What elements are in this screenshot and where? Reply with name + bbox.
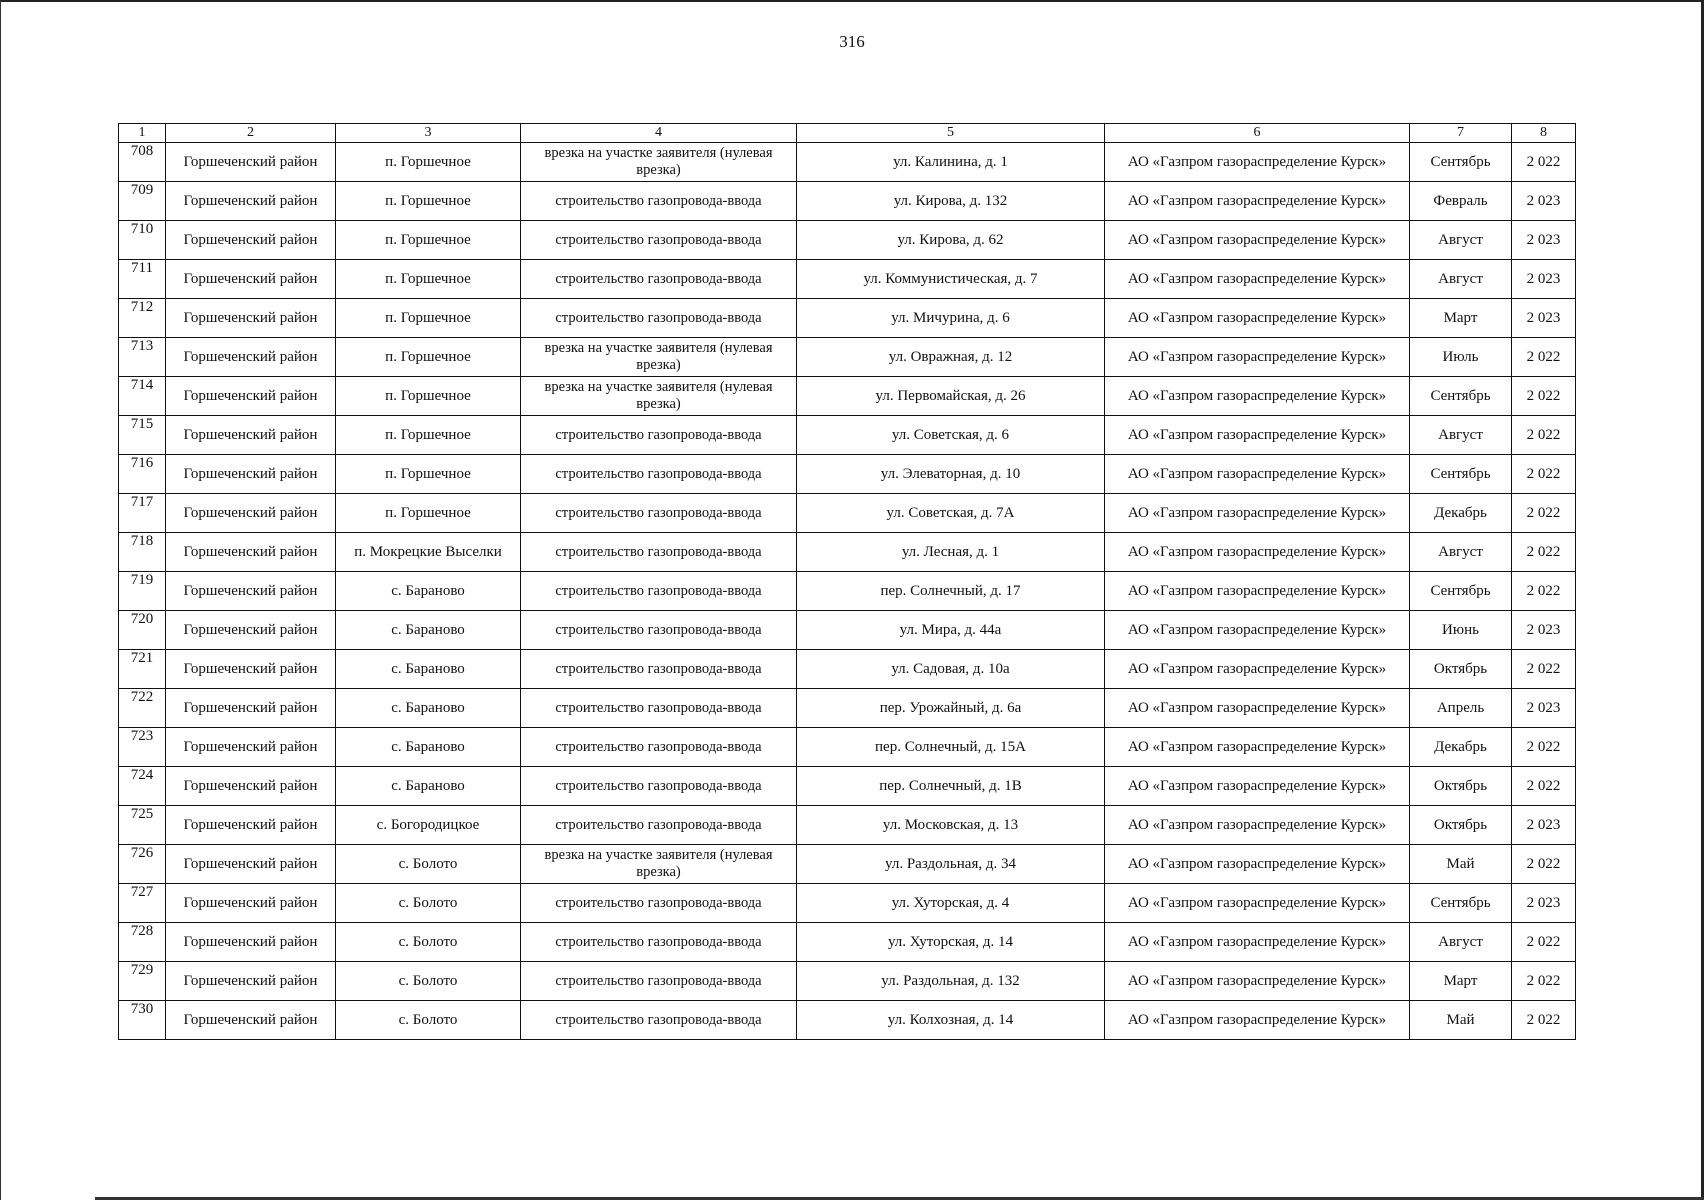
table-row — [119, 611, 1576, 650]
work-type-cell: строительство газопровода-ввода — [521, 611, 797, 650]
year-cell: 2 022 — [1512, 1001, 1576, 1040]
address-cell: ул. Первомайская, д. 26 — [797, 377, 1105, 416]
locality-cell: с. Болото — [336, 962, 521, 1001]
month-cell: Август — [1410, 416, 1512, 455]
table-row — [119, 728, 1576, 767]
month-cell: Август — [1410, 533, 1512, 572]
locality-cell: п. Горшечное — [336, 338, 521, 377]
table-row — [119, 455, 1576, 494]
address-cell: ул. Кирова, д. 132 — [797, 182, 1105, 221]
locality-cell: п. Горшечное — [336, 221, 521, 260]
organization-cell: АО «Газпром газораспределение Курск» — [1105, 962, 1410, 1001]
month-cell: Июнь — [1410, 611, 1512, 650]
month-cell: Апрель — [1410, 689, 1512, 728]
locality-cell: п. Горшечное — [336, 416, 521, 455]
month-cell: Март — [1410, 299, 1512, 338]
table-row — [119, 767, 1576, 806]
organization-cell: АО «Газпром газораспределение Курск» — [1105, 455, 1410, 494]
month-cell: Сентябрь — [1410, 455, 1512, 494]
year-cell: 2 022 — [1512, 377, 1576, 416]
locality-cell: п. Мокрецкие Выселки — [336, 533, 521, 572]
month-cell: Февраль — [1410, 182, 1512, 221]
district-cell: Горшеченский район — [166, 377, 336, 416]
row-number: 723 — [119, 728, 166, 767]
row-number: 713 — [119, 338, 166, 377]
district-cell: Горшеченский район — [166, 962, 336, 1001]
work-type-cell: врезка на участке заявителя (нулевая врезка) — [521, 377, 797, 416]
address-cell: ул. Московская, д. 13 — [797, 806, 1105, 845]
row-number: 715 — [119, 416, 166, 455]
address-cell: ул. Раздольная, д. 34 — [797, 845, 1105, 884]
year-cell: 2 022 — [1512, 494, 1576, 533]
row-number: 727 — [119, 884, 166, 923]
month-cell: Май — [1410, 845, 1512, 884]
year-cell: 2 023 — [1512, 611, 1576, 650]
row-number: 721 — [119, 650, 166, 689]
row-number: 714 — [119, 377, 166, 416]
address-cell: ул. Садовая, д. 10а — [797, 650, 1105, 689]
work-type-cell: врезка на участке заявителя (нулевая врезка) — [521, 338, 797, 377]
locality-cell: с. Бараново — [336, 767, 521, 806]
locality-cell: с. Болото — [336, 923, 521, 962]
locality-cell: п. Горшечное — [336, 455, 521, 494]
table-row — [119, 416, 1576, 455]
row-number: 717 — [119, 494, 166, 533]
district-cell: Горшеченский район — [166, 884, 336, 923]
year-cell: 2 022 — [1512, 650, 1576, 689]
table-row — [119, 338, 1576, 377]
column-header: 1 — [119, 124, 166, 143]
locality-cell: с. Болото — [336, 1001, 521, 1040]
year-cell: 2 022 — [1512, 416, 1576, 455]
locality-cell: с. Богородицкое — [336, 806, 521, 845]
address-cell: ул. Калинина, д. 1 — [797, 143, 1105, 182]
table-row — [119, 494, 1576, 533]
table-row — [119, 884, 1576, 923]
month-cell: Октябрь — [1410, 650, 1512, 689]
organization-cell: АО «Газпром газораспределение Курск» — [1105, 767, 1410, 806]
row-number: 726 — [119, 845, 166, 884]
year-cell: 2 022 — [1512, 845, 1576, 884]
work-type-cell: строительство газопровода-ввода — [521, 884, 797, 923]
year-cell: 2 022 — [1512, 572, 1576, 611]
month-cell: Декабрь — [1410, 728, 1512, 767]
column-header: 5 — [797, 124, 1105, 143]
work-type-cell: строительство газопровода-ввода — [521, 572, 797, 611]
organization-cell: АО «Газпром газораспределение Курск» — [1105, 299, 1410, 338]
address-cell: ул. Кирова, д. 62 — [797, 221, 1105, 260]
organization-cell: АО «Газпром газораспределение Курск» — [1105, 533, 1410, 572]
table-row — [119, 143, 1576, 182]
row-number: 722 — [119, 689, 166, 728]
month-cell: Октябрь — [1410, 767, 1512, 806]
organization-cell: АО «Газпром газораспределение Курск» — [1105, 728, 1410, 767]
district-cell: Горшеченский район — [166, 221, 336, 260]
month-cell: Август — [1410, 260, 1512, 299]
column-header: 8 — [1512, 124, 1576, 143]
work-type-cell: врезка на участке заявителя (нулевая врезка) — [521, 845, 797, 884]
organization-cell: АО «Газпром газораспределение Курск» — [1105, 650, 1410, 689]
organization-cell: АО «Газпром газораспределение Курск» — [1105, 338, 1410, 377]
work-type-cell: строительство газопровода-ввода — [521, 767, 797, 806]
work-type-cell: строительство газопровода-ввода — [521, 221, 797, 260]
month-cell: Март — [1410, 962, 1512, 1001]
column-header: 4 — [521, 124, 797, 143]
district-cell: Горшеченский район — [166, 572, 336, 611]
month-cell: Июль — [1410, 338, 1512, 377]
work-type-cell: строительство газопровода-ввода — [521, 806, 797, 845]
district-cell: Горшеченский район — [166, 806, 336, 845]
district-cell: Горшеченский район — [166, 299, 336, 338]
column-header: 2 — [166, 124, 336, 143]
locality-cell: п. Горшечное — [336, 182, 521, 221]
scan-border-left — [0, 0, 1, 1200]
page-number: 316 — [839, 32, 865, 51]
locality-cell: с. Бараново — [336, 689, 521, 728]
month-cell: Сентябрь — [1410, 572, 1512, 611]
year-cell: 2 022 — [1512, 455, 1576, 494]
year-cell: 2 023 — [1512, 884, 1576, 923]
row-number: 720 — [119, 611, 166, 650]
address-cell: ул. Лесная, д. 1 — [797, 533, 1105, 572]
locality-cell: п. Горшечное — [336, 377, 521, 416]
month-cell: Август — [1410, 221, 1512, 260]
work-type-cell: строительство газопровода-ввода — [521, 650, 797, 689]
year-cell: 2 022 — [1512, 767, 1576, 806]
organization-cell: АО «Газпром газораспределение Курск» — [1105, 416, 1410, 455]
row-number: 730 — [119, 1001, 166, 1040]
work-type-cell: врезка на участке заявителя (нулевая врезка) — [521, 143, 797, 182]
table-body — [119, 143, 1576, 1040]
table-row — [119, 221, 1576, 260]
locality-cell: с. Болото — [336, 884, 521, 923]
work-type-cell: строительство газопровода-ввода — [521, 728, 797, 767]
month-cell: Декабрь — [1410, 494, 1512, 533]
address-cell: ул. Хуторская, д. 4 — [797, 884, 1105, 923]
table-row — [119, 533, 1576, 572]
locality-cell: с. Бараново — [336, 650, 521, 689]
work-type-cell: строительство газопровода-ввода — [521, 962, 797, 1001]
header-row — [119, 124, 1576, 143]
year-cell: 2 022 — [1512, 923, 1576, 962]
table-row — [119, 650, 1576, 689]
year-cell: 2 022 — [1512, 143, 1576, 182]
district-cell: Горшеченский район — [166, 650, 336, 689]
work-type-cell: строительство газопровода-ввода — [521, 416, 797, 455]
organization-cell: АО «Газпром газораспределение Курск» — [1105, 494, 1410, 533]
scan-border-top — [0, 0, 1704, 2]
year-cell: 2 022 — [1512, 533, 1576, 572]
work-type-cell: строительство газопровода-ввода — [521, 689, 797, 728]
organization-cell: АО «Газпром газораспределение Курск» — [1105, 1001, 1410, 1040]
locality-cell: п. Горшечное — [336, 260, 521, 299]
organization-cell: АО «Газпром газораспределение Курск» — [1105, 689, 1410, 728]
district-cell: Горшеченский район — [166, 338, 336, 377]
table-row — [119, 260, 1576, 299]
work-type-cell: строительство газопровода-ввода — [521, 182, 797, 221]
address-cell: ул. Мира, д. 44а — [797, 611, 1105, 650]
locality-cell: п. Горшечное — [336, 143, 521, 182]
organization-cell: АО «Газпром газораспределение Курск» — [1105, 143, 1410, 182]
year-cell: 2 022 — [1512, 962, 1576, 1001]
locality-cell: с. Бараново — [336, 611, 521, 650]
year-cell: 2 023 — [1512, 182, 1576, 221]
district-cell: Горшеченский район — [166, 416, 336, 455]
row-number: 716 — [119, 455, 166, 494]
row-number: 725 — [119, 806, 166, 845]
district-cell: Горшеченский район — [166, 767, 336, 806]
row-number: 711 — [119, 260, 166, 299]
work-type-cell: строительство газопровода-ввода — [521, 455, 797, 494]
table-row — [119, 845, 1576, 884]
row-number: 718 — [119, 533, 166, 572]
month-cell: Август — [1410, 923, 1512, 962]
month-cell: Сентябрь — [1410, 377, 1512, 416]
month-cell: Октябрь — [1410, 806, 1512, 845]
district-cell: Горшеченский район — [166, 689, 336, 728]
district-cell: Горшеченский район — [166, 260, 336, 299]
address-cell: ул. Овражная, д. 12 — [797, 338, 1105, 377]
table-row — [119, 806, 1576, 845]
month-cell: Сентябрь — [1410, 143, 1512, 182]
organization-cell: АО «Газпром газораспределение Курск» — [1105, 923, 1410, 962]
organization-cell: АО «Газпром газораспределение Курск» — [1105, 221, 1410, 260]
work-type-cell: строительство газопровода-ввода — [521, 494, 797, 533]
district-cell: Горшеченский район — [166, 1001, 336, 1040]
district-cell: Горшеченский район — [166, 845, 336, 884]
district-cell: Горшеченский район — [166, 143, 336, 182]
district-cell: Горшеченский район — [166, 923, 336, 962]
registry-table — [118, 123, 1576, 1040]
row-number: 709 — [119, 182, 166, 221]
row-number: 710 — [119, 221, 166, 260]
work-type-cell: строительство газопровода-ввода — [521, 299, 797, 338]
column-header: 7 — [1410, 124, 1512, 143]
row-number: 728 — [119, 923, 166, 962]
table-row — [119, 299, 1576, 338]
address-cell: ул. Советская, д. 7А — [797, 494, 1105, 533]
locality-cell: с. Болото — [336, 845, 521, 884]
table-row — [119, 962, 1576, 1001]
district-cell: Горшеченский район — [166, 611, 336, 650]
row-number: 708 — [119, 143, 166, 182]
organization-cell: АО «Газпром газораспределение Курск» — [1105, 845, 1410, 884]
work-type-cell: строительство газопровода-ввода — [521, 533, 797, 572]
locality-cell: п. Горшечное — [336, 299, 521, 338]
locality-cell: с. Бараново — [336, 728, 521, 767]
locality-cell: п. Горшечное — [336, 494, 521, 533]
organization-cell: АО «Газпром газораспределение Курск» — [1105, 260, 1410, 299]
year-cell: 2 022 — [1512, 338, 1576, 377]
address-cell: ул. Раздольная, д. 132 — [797, 962, 1105, 1001]
address-cell: ул. Коммунистическая, д. 7 — [797, 260, 1105, 299]
table-row — [119, 377, 1576, 416]
district-cell: Горшеченский район — [166, 182, 336, 221]
year-cell: 2 022 — [1512, 728, 1576, 767]
address-cell: пер. Солнечный, д. 15А — [797, 728, 1105, 767]
organization-cell: АО «Газпром газораспределение Курск» — [1105, 377, 1410, 416]
row-number: 724 — [119, 767, 166, 806]
locality-cell: с. Бараново — [336, 572, 521, 611]
organization-cell: АО «Газпром газораспределение Курск» — [1105, 182, 1410, 221]
year-cell: 2 023 — [1512, 221, 1576, 260]
work-type-cell: строительство газопровода-ввода — [521, 923, 797, 962]
month-cell: Май — [1410, 1001, 1512, 1040]
work-type-cell: строительство газопровода-ввода — [521, 1001, 797, 1040]
address-cell: пер. Урожайный, д. 6а — [797, 689, 1105, 728]
organization-cell: АО «Газпром газораспределение Курск» — [1105, 572, 1410, 611]
table-row — [119, 689, 1576, 728]
organization-cell: АО «Газпром газораспределение Курск» — [1105, 806, 1410, 845]
table-row — [119, 923, 1576, 962]
address-cell: ул. Мичурина, д. 6 — [797, 299, 1105, 338]
column-header: 3 — [336, 124, 521, 143]
month-cell: Сентябрь — [1410, 884, 1512, 923]
address-cell: ул. Хуторская, д. 14 — [797, 923, 1105, 962]
organization-cell: АО «Газпром газораспределение Курск» — [1105, 884, 1410, 923]
work-type-cell: строительство газопровода-ввода — [521, 260, 797, 299]
district-cell: Горшеченский район — [166, 494, 336, 533]
organization-cell: АО «Газпром газораспределение Курск» — [1105, 611, 1410, 650]
year-cell: 2 023 — [1512, 260, 1576, 299]
address-cell: ул. Советская, д. 6 — [797, 416, 1105, 455]
address-cell: ул. Элеваторная, д. 10 — [797, 455, 1105, 494]
row-number: 712 — [119, 299, 166, 338]
year-cell: 2 023 — [1512, 689, 1576, 728]
district-cell: Горшеченский район — [166, 455, 336, 494]
district-cell: Горшеченский район — [166, 728, 336, 767]
row-number: 719 — [119, 572, 166, 611]
year-cell: 2 023 — [1512, 806, 1576, 845]
table-row — [119, 572, 1576, 611]
address-cell: пер. Солнечный, д. 1В — [797, 767, 1105, 806]
address-cell: ул. Колхозная, д. 14 — [797, 1001, 1105, 1040]
column-header: 6 — [1105, 124, 1410, 143]
district-cell: Горшеченский район — [166, 533, 336, 572]
address-cell: пер. Солнечный, д. 17 — [797, 572, 1105, 611]
row-number: 729 — [119, 962, 166, 1001]
table-row — [119, 1001, 1576, 1040]
table-row — [119, 182, 1576, 221]
year-cell: 2 023 — [1512, 299, 1576, 338]
